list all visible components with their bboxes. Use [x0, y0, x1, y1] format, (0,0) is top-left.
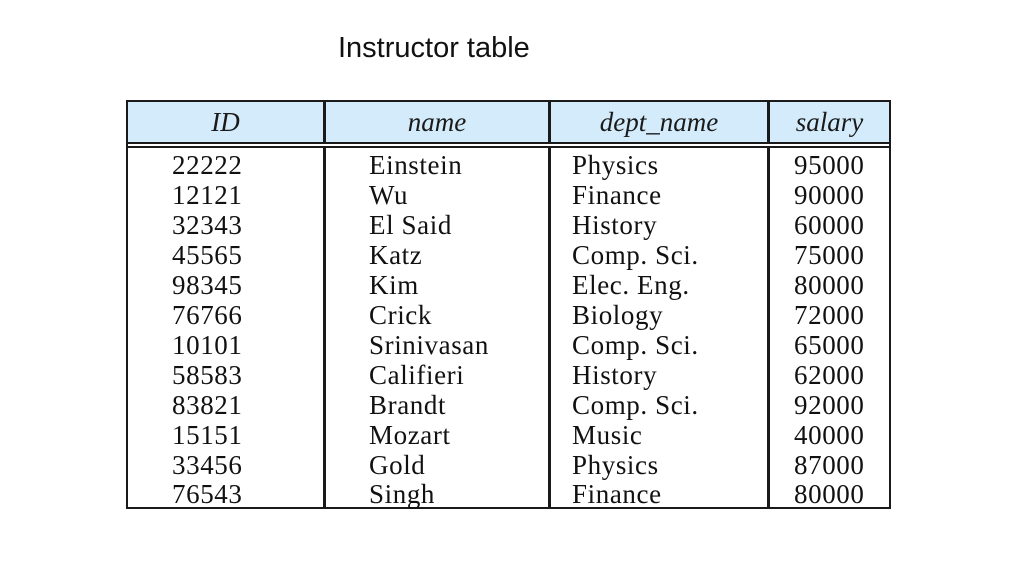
- cell-salary: 62000: [794, 360, 865, 390]
- cell-dept-name: Biology: [572, 300, 664, 330]
- table-row: [128, 450, 889, 480]
- table-row: [128, 300, 889, 330]
- cell-id: 45565: [172, 240, 243, 270]
- table-row: [128, 150, 889, 180]
- cell-dept-name: Music: [572, 420, 643, 450]
- table-row: [128, 420, 889, 450]
- cell-id: 76543: [172, 479, 243, 509]
- cell-id: 83821: [172, 390, 243, 420]
- cell-name: Katz: [369, 240, 423, 270]
- table-row: [128, 479, 889, 509]
- cell-salary: 95000: [794, 150, 865, 180]
- column-header-name: name: [407, 107, 467, 137]
- cell-salary: 60000: [794, 210, 865, 240]
- cell-id: 76766: [172, 300, 243, 330]
- table-row: [128, 270, 889, 300]
- cell-name: Kim: [369, 270, 419, 300]
- cell-dept-name: History: [572, 360, 658, 390]
- cell-name: Singh: [369, 479, 436, 509]
- cell-name: Califieri: [369, 360, 465, 390]
- cell-salary: 80000: [794, 479, 865, 509]
- table-body: [128, 148, 889, 507]
- cell-name: Wu: [369, 180, 409, 210]
- cell-name: Brandt: [369, 390, 447, 420]
- instructor-table: [126, 100, 891, 509]
- table-row: [128, 360, 889, 390]
- cell-name: El Said: [369, 210, 452, 240]
- cell-dept-name: Finance: [572, 479, 662, 509]
- cell-dept-name: History: [572, 210, 658, 240]
- table-row: [128, 390, 889, 420]
- cell-salary: 75000: [794, 240, 865, 270]
- cell-id: 10101: [172, 330, 243, 360]
- cell-id: 33456: [172, 450, 243, 480]
- column-header-dept-name: dept_name: [599, 107, 719, 137]
- cell-salary: 90000: [794, 180, 865, 210]
- slide-title: Instructor table: [338, 32, 530, 64]
- cell-salary: 80000: [794, 270, 865, 300]
- cell-id: 32343: [172, 210, 243, 240]
- cell-id: 15151: [172, 420, 243, 450]
- table-row: [128, 330, 889, 360]
- column-header-id: ID: [211, 107, 240, 137]
- table-row: [128, 240, 889, 270]
- cell-name: Mozart: [369, 420, 451, 450]
- cell-dept-name: Comp. Sci.: [572, 240, 699, 270]
- cell-dept-name: Elec. Eng.: [572, 270, 690, 300]
- cell-salary: 65000: [794, 330, 865, 360]
- cell-salary: 92000: [794, 390, 865, 420]
- cell-salary: 40000: [794, 420, 865, 450]
- cell-id: 58583: [172, 360, 243, 390]
- table-row: [128, 210, 889, 240]
- cell-id: 12121: [172, 180, 243, 210]
- table-header-row: [128, 102, 889, 144]
- cell-salary: 87000: [794, 450, 865, 480]
- cell-id: 98345: [172, 270, 243, 300]
- cell-name: Srinivasan: [369, 330, 489, 360]
- cell-salary: 72000: [794, 300, 865, 330]
- cell-dept-name: Physics: [572, 450, 659, 480]
- cell-dept-name: Finance: [572, 180, 662, 210]
- cell-name: Crick: [369, 300, 432, 330]
- cell-dept-name: Comp. Sci.: [572, 330, 699, 360]
- cell-dept-name: Comp. Sci.: [572, 390, 699, 420]
- column-header-salary: salary: [795, 107, 864, 137]
- cell-name: Einstein: [369, 150, 463, 180]
- cell-name: Gold: [369, 450, 426, 480]
- table-row: [128, 180, 889, 210]
- cell-dept-name: Physics: [572, 150, 659, 180]
- cell-id: 22222: [172, 150, 243, 180]
